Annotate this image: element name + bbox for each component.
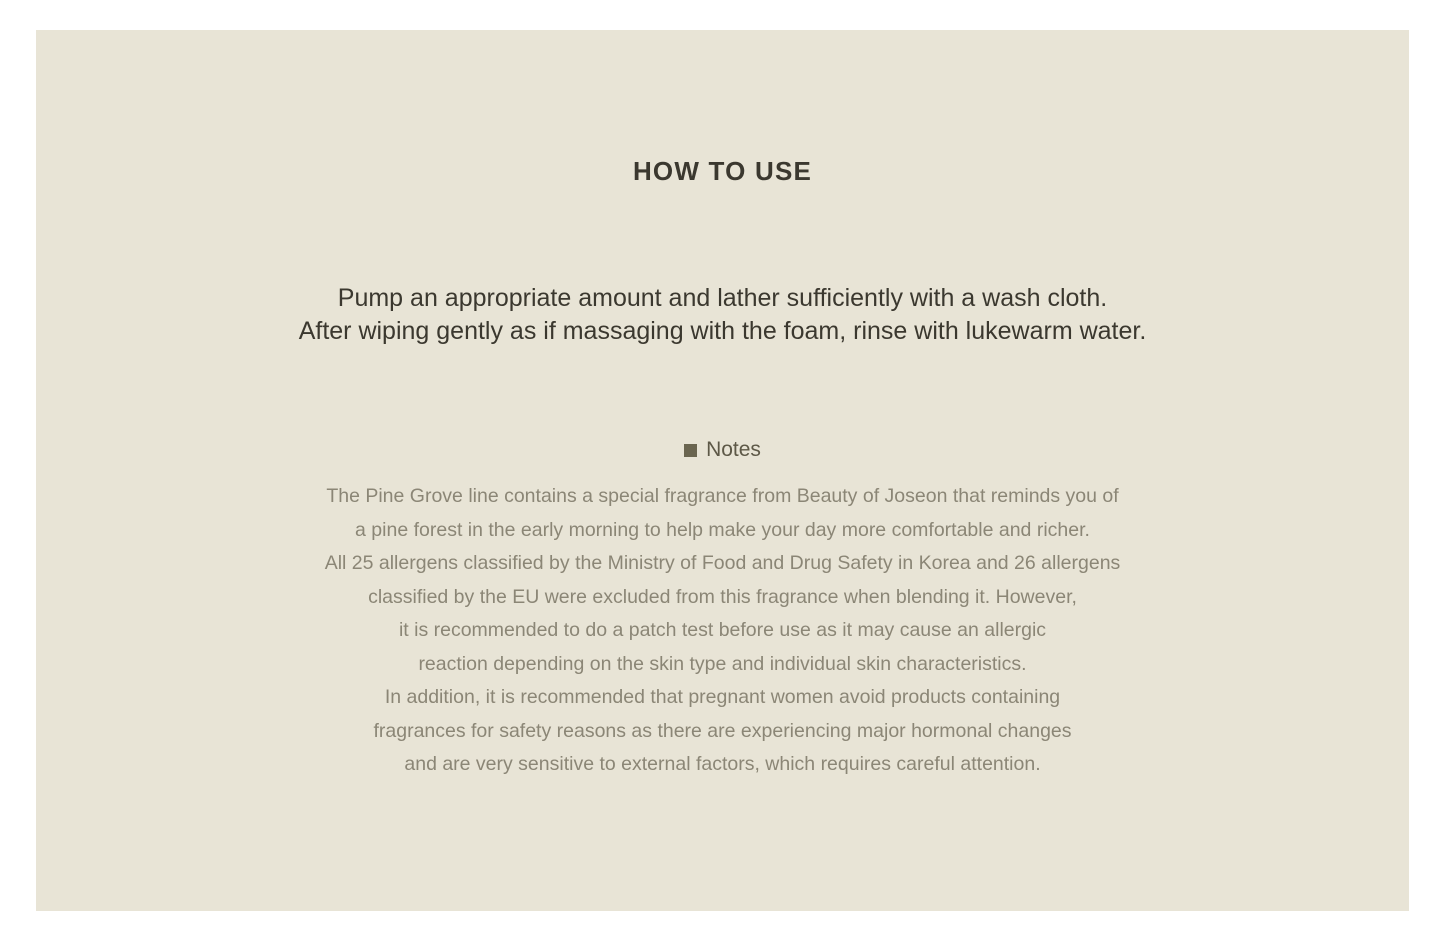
notes-line-4: classified by the EU were excluded from this fragrance when blending it. However,	[368, 585, 1077, 608]
usage-instructions	[36, 282, 1409, 348]
notes-line-8: fragrances for safety reasons as there are experiencing major hormonal changes	[373, 719, 1072, 742]
notes-line-7: In addition, it is recommended that pregnant women avoid products containing	[384, 686, 1061, 709]
notes-line-1: The Pine Grove line contains a special fragrance from Beauty of Joseon that reminds you of	[326, 485, 1119, 507]
notes-line-6: reaction depending on the skin type and individual skin characteristics.	[418, 652, 1027, 675]
notes-line-2: a pine forest in the early morning to help make your day more comfortable and richer.	[355, 518, 1090, 541]
notes-line-3: All 25 allergens classified by the Ministry of Food and Drug Safety in Korea and 26 allergens	[324, 552, 1121, 575]
filled-square-icon	[684, 444, 697, 457]
usage-line-1: Pump an appropriate amount and lather sufficiently with a wash cloth.	[337, 284, 1108, 312]
how-to-use-panel	[36, 30, 1409, 911]
usage-line-2: After wiping gently as if massaging with the foam, rinse with lukewarm water.	[298, 317, 1147, 345]
notes-line-9: and are very sensitive to external factors, which requires careful attention.	[404, 753, 1041, 776]
notes-heading	[36, 438, 1409, 462]
page-title: HOW TO USE	[632, 156, 813, 186]
notes-body	[36, 480, 1409, 782]
notes-title-label: Notes	[706, 438, 761, 461]
notes-line-5: it is recommended to do a patch test before use as it may cause an allergic	[398, 619, 1047, 642]
